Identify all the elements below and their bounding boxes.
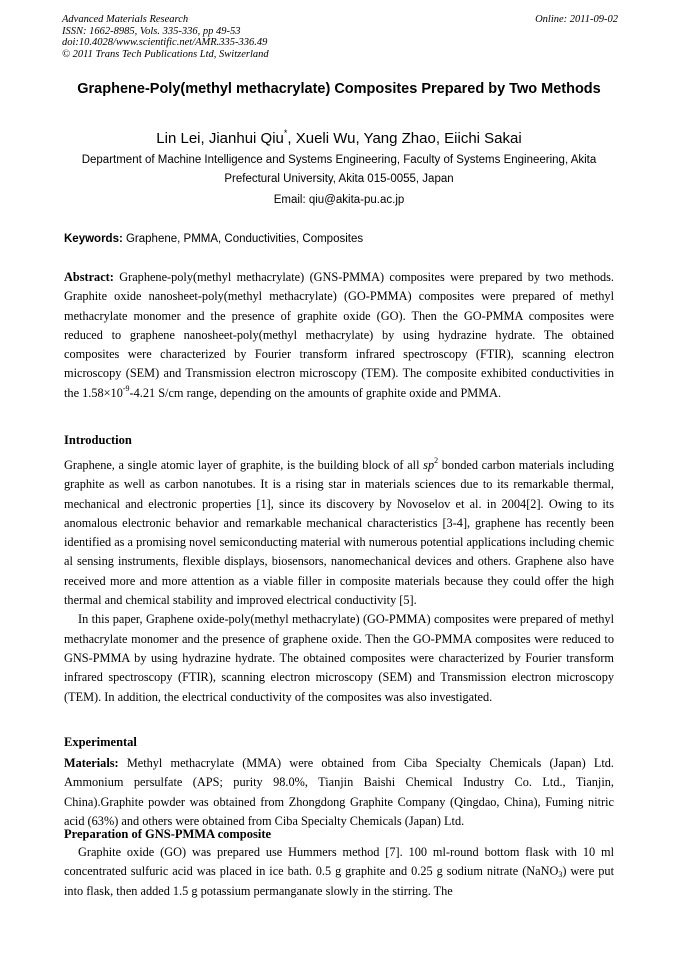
journal-header	[62, 14, 618, 60]
abstract-text-2: -4.21 S/cm range, depending on the amounts of graphite oxide and PMMA.	[129, 385, 502, 400]
materials-label: Materials:	[64, 756, 119, 770]
prep-text-b: ) were put into flask, then added 1.5 g potassium permanganate slowly in the stirring. The	[64, 864, 614, 898]
intro-sp-superscript: 2	[434, 456, 439, 465]
keywords-label: Keywords:	[64, 233, 123, 245]
doi-line: doi:10.4028/www.scientific.net/AMR.335-336.49	[62, 37, 268, 48]
abstract-exponent: -9	[122, 383, 130, 393]
introduction-paragraph-1	[64, 456, 614, 610]
intro-sp-term: sp	[423, 458, 435, 472]
introduction-paragraph-2: In this paper, Graphene oxide-poly(methyl methacrylate) (GO-PMMA) composites were prepared of methyl methacrylate monomer and the presence of graphene oxide. Then the GO-PMMA composites were reduced to GNS-PMMA by using hydrazine hydrate. The obtained composites were characterized by Fourier transform infrared spectroscopy (FTIR), scanning electron microscopy (SEM) and Transmission electron microscopy (TEM). In addition, the electrical conductivity of the composites was also investigated.	[64, 612, 614, 704]
materials-text: Methyl methacrylate (MMA) were obtained from Ciba Specialty Chemicals (Japan) Ltd. Ammonium persulfate (APS; purity 98.0%, Tianjin Baishi Chemical Industry Co. Ltd., Tianjin, China).Graphite powder was obtained from Zhongdong Graphite Company (Qingdao, China), Fuming nitric acid (63%) and others were obtained from Ciba Specialty Chemicals (Japan) Ltd.	[64, 756, 614, 828]
author-email: Email: qiu@akita-pu.ac.jp	[273, 194, 405, 206]
authors-part-2: , Xueli Wu, Yang Zhao, Eiichi Sakai	[287, 130, 522, 147]
authors-part-1: Lin Lei, Jianhui Qiu	[156, 130, 284, 147]
abstract-label: Abstract:	[64, 270, 114, 284]
abstract	[64, 268, 614, 403]
keywords	[64, 232, 614, 247]
affiliation: Department of Machine Intelligence and Systems Engineering, Faculty of Systems Engineering, Akita Prefectural University, Akita 015-0055, Japan	[81, 154, 597, 185]
prep-text-a: Graphite oxide (GO) was prepared use Hummers method [7]. 100 ml-round bottom flask with 10 ml concentrated sulfuric acid was placed in ice bath. 0.5 g graphite and 0.25 g sodium nitrate (NaNO	[64, 845, 614, 879]
author-list	[64, 123, 614, 149]
issn-line: ISSN: 1662-8985, Vols. 335-336, pp 49-53	[62, 25, 241, 37]
preparation-heading: Preparation of GNS-PMMA composite	[64, 827, 272, 841]
abstract-text-1: Graphene-poly(methyl methacrylate) (GNS-PMMA) composites were prepared by two methods. Graphite oxide nanosheet-poly(methyl methacrylate) (GO-PMMA) composites were prepared of methyl methacrylate monomer and the presence of graphite oxide (GO). Then the GO-PMMA composites were reduced to graphene nanosheet-poly(methyl methacrylate) by using hydrazine hydrate. The obtained composites were characterized by Fourier transform infrared spectroscopy (FTIR), scanning electron microscopy (SEM) and Transmission electron microscopy (TEM). The composite exhibited conductivities in the 1.58×10	[64, 270, 614, 400]
paper-title: Graphene-Poly(methyl methacrylate) Composites Prepared by Two Methods	[77, 81, 601, 97]
experimental-heading: Experimental	[64, 735, 137, 749]
preparation-paragraph	[64, 843, 614, 901]
introduction-body	[64, 456, 614, 707]
prep-subscript: 3	[558, 870, 563, 880]
intro-p1-part-a: Graphene, a single atomic layer of graphite, is the building block of all	[64, 458, 424, 472]
intro-p1-part-b: bonded carbon materials including graphite as well as carbon nanotubes. It is a rising star in materials sciences due to its remarkable thermal, mechanical and electronic properties [1], since its discovery by Novoselov et al. in 2004[2]. Owing to its anomalous electronic behavior and remarkable mechanical characteristics [3-4], graphene has recently been identified as a promising novel semiconducting material with numerous potential applications including chemic al sensing instruments, flexible displays, biosensors, nanomechanical devices and others. Graphene also have received more and more attention as a viable filler in composite materials because they could offer the high thermal and chemical stability and improved electrical conductivity [5].	[64, 458, 614, 608]
corresponding-author-mark: *	[283, 128, 288, 138]
introduction-heading: Introduction	[64, 433, 132, 447]
materials-paragraph	[64, 754, 614, 831]
journal-name: Advanced Materials Research	[62, 14, 189, 25]
online-date: Online: 2011-09-02	[535, 14, 618, 25]
keywords-text: Graphene, PMMA, Conductivities, Composites	[122, 233, 364, 245]
copyright-line: © 2011 Trans Tech Publications Ltd, Switzerland	[62, 48, 269, 60]
